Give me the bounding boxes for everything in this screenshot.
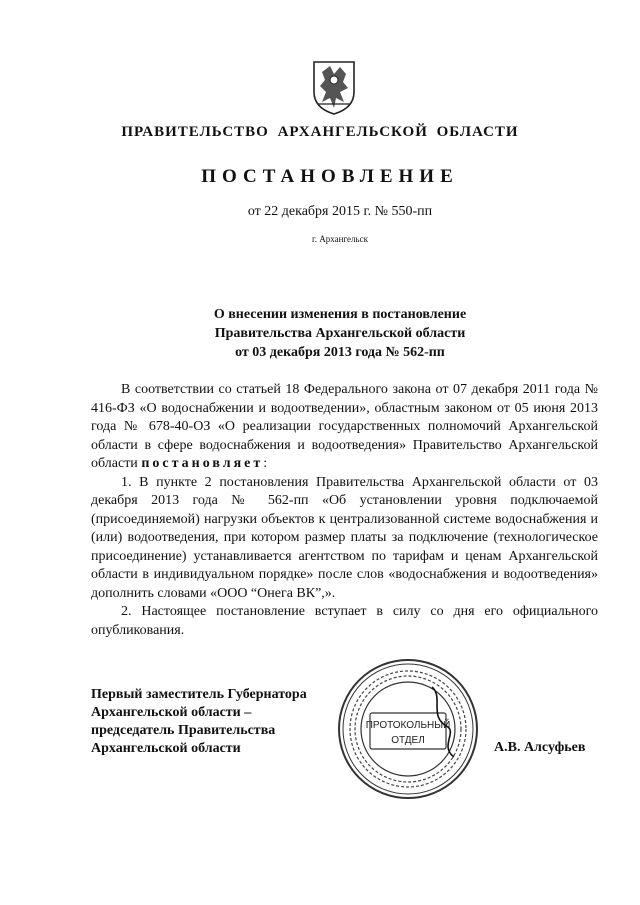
stamp-center-line: ПРОТОКОЛЬНЫЙ xyxy=(365,720,451,731)
preamble-text: В соответствии со статьей 18 Федерального закона от 07 декабря 2011 года № 416-ФЗ «О водоснабжении и водоотведении», областным законом от 05 июня 2013 года № 678-40-ОЗ «О реализации государственных полномочий Архангельской области в сфере водоснабжения и водоотведения» Правительство Архангельской области xyxy=(91,382,598,471)
subject-line: О внесении изменения в постановление xyxy=(213,307,467,322)
subject-line: от 03 декабря 2013 года № 562-пп xyxy=(235,345,445,360)
organization-name: ПРАВИТЕЛЬСТВО АРХАНГЕЛЬСКОЙ ОБЛАСТИ xyxy=(121,124,519,140)
signatory-title xyxy=(91,686,351,758)
signatory-title-line: Первый заместитель Губернатора xyxy=(91,687,307,702)
document-date-number: от 22 декабря 2015 г. № 550-пп xyxy=(247,204,433,219)
body-paragraph-preamble xyxy=(91,381,598,474)
coat-of-arms-emblem xyxy=(310,58,358,116)
signatory-title-line: председатель Правительства xyxy=(91,723,276,738)
document-subject xyxy=(0,305,640,362)
body-paragraph-item-1: 1. В пункте 2 постановления Правительства Архангельской области от 03 декабря 2013 года № 562-пп «Об установлении уровня подключаемой (присоединяемой) нагрузки объектов к централизованной системе водоснабжения и (или) водоотведения, при котором размер платы за подключение (технологическое присоединение) устанавливается агентством по тарифам и ценам Архангельской области в индивидуальном порядке» после слов «водоснабжения и водоотведения» дополнить словами «ООО “Онега ВК”,». xyxy=(91,474,598,601)
document-body xyxy=(91,381,598,640)
document-city: г. Архангельск xyxy=(312,234,368,244)
body-paragraph-item-2: 2. Настоящее постановление вступает в силу со дня его официального опубликования. xyxy=(91,604,598,638)
official-stamp xyxy=(336,657,480,801)
signatory-title-line: Архангельской области – xyxy=(91,705,252,720)
resolution-keyword: постановляет xyxy=(141,456,264,471)
subject-line: Правительства Архангельской области xyxy=(214,326,466,341)
signatory-title-line: Архангельской области xyxy=(91,741,241,756)
document-type-title: ПОСТАНОВЛЕНИЕ xyxy=(201,166,459,187)
stamp-center-line: ОТДЕЛ xyxy=(391,735,425,746)
preamble-colon: : xyxy=(263,456,268,471)
signatory-name: А.В. Алсуфьев xyxy=(494,740,586,755)
